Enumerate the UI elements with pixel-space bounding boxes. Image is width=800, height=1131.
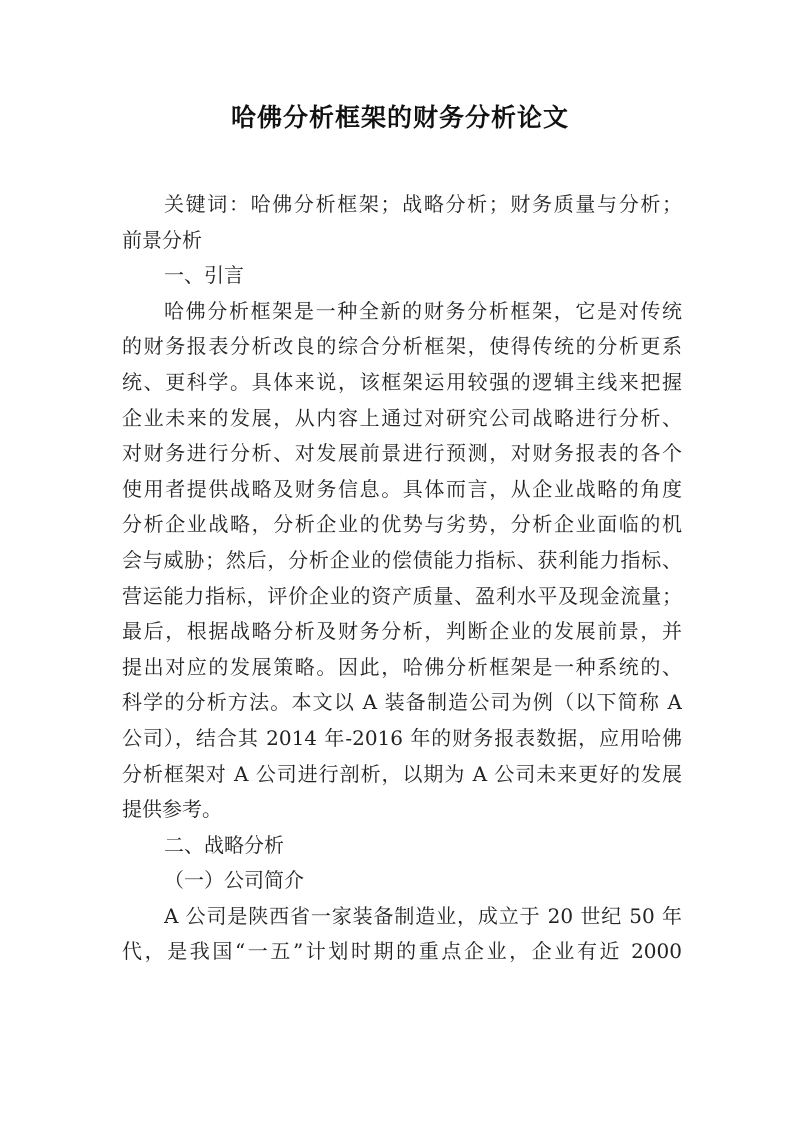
text-line [122,685,682,721]
text-line-content: 二、战略分析 [164,832,284,857]
text-line-content: （一）公司简介 [164,868,304,893]
text-line [122,258,682,294]
text-line-content: 的财务报表分析改良的综合分析框架，使得传统的分析更系 [122,334,682,359]
text-line [122,828,682,864]
text-line-content: 关键词：哈佛分析框架；战略分析；财务质量与分析； [164,192,682,216]
text-line-content: 科学的分析方法。本文以 A 装备制造公司为例（以下简称 A [122,690,682,715]
text-line [122,650,682,686]
text-line-content: 哈佛分析框架是一种全新的财务分析框架，它是对传统 [164,298,682,323]
text-line-content: 分析框架对 A 公司进行剖析，以期为 A 公司未来更好的发展 [122,761,682,786]
document-title: 哈佛分析框架的财务分析论文 [230,103,569,132]
text-line [122,507,682,543]
text-line-content: 营运能力指标，评价企业的资产质量、盈利水平及现金流量； [122,583,682,608]
text-line [122,294,682,330]
text-line [122,863,682,899]
text-line [122,934,682,970]
text-line [122,365,682,401]
text-line-content: 会与威胁；然后，分析企业的偿债能力指标、获利能力指标、 [122,547,682,572]
text-line-content: 分析企业战略，分析企业的优势与劣势，分析企业面临的机 [122,512,682,537]
text-line-content: 对财务进行分析、对发展前景进行预测，对财务报表的各个 [122,441,682,466]
text-line-content: 代，是我国“一五”计划时期的重点企业，企业有近 2000 [122,939,682,964]
text-line [122,187,682,223]
document-body [122,187,682,970]
text-line [122,899,682,935]
text-line [122,543,682,579]
text-line-content: 使用者提供战略及财务信息。具体而言，从企业战略的角度 [122,476,682,501]
text-line-content: 一、引言 [164,263,244,288]
text-line-content: 提供参考。 [122,797,222,822]
text-line [122,329,682,365]
text-line [122,472,682,508]
text-line [122,721,682,757]
text-line-content: 公司），结合其 2014 年-2016 年的财务报表数据，应用哈佛 [122,725,682,750]
text-line [122,614,682,650]
text-line [122,223,682,259]
text-line [122,436,682,472]
text-line-content: A 公司是陕西省一家装备制造业，成立于 20 世纪 50 年 [164,903,682,928]
text-line-content: 最后，根据战略分析及财务分析，判断企业的发展前景，并 [122,619,682,644]
text-line-content: 前景分析 [122,227,202,252]
text-line-content: 企业未来的发展，从内容上通过对研究公司战略进行分析、 [122,405,682,430]
text-line [122,579,682,615]
text-line [122,792,682,828]
text-line [122,757,682,793]
text-line-content: 统、更科学。具体来说，该框架运用较强的逻辑主线来把握 [122,369,682,394]
text-line [122,401,682,437]
text-line-content: 提出对应的发展策略。因此，哈佛分析框架是一种系统的、 [122,654,682,679]
